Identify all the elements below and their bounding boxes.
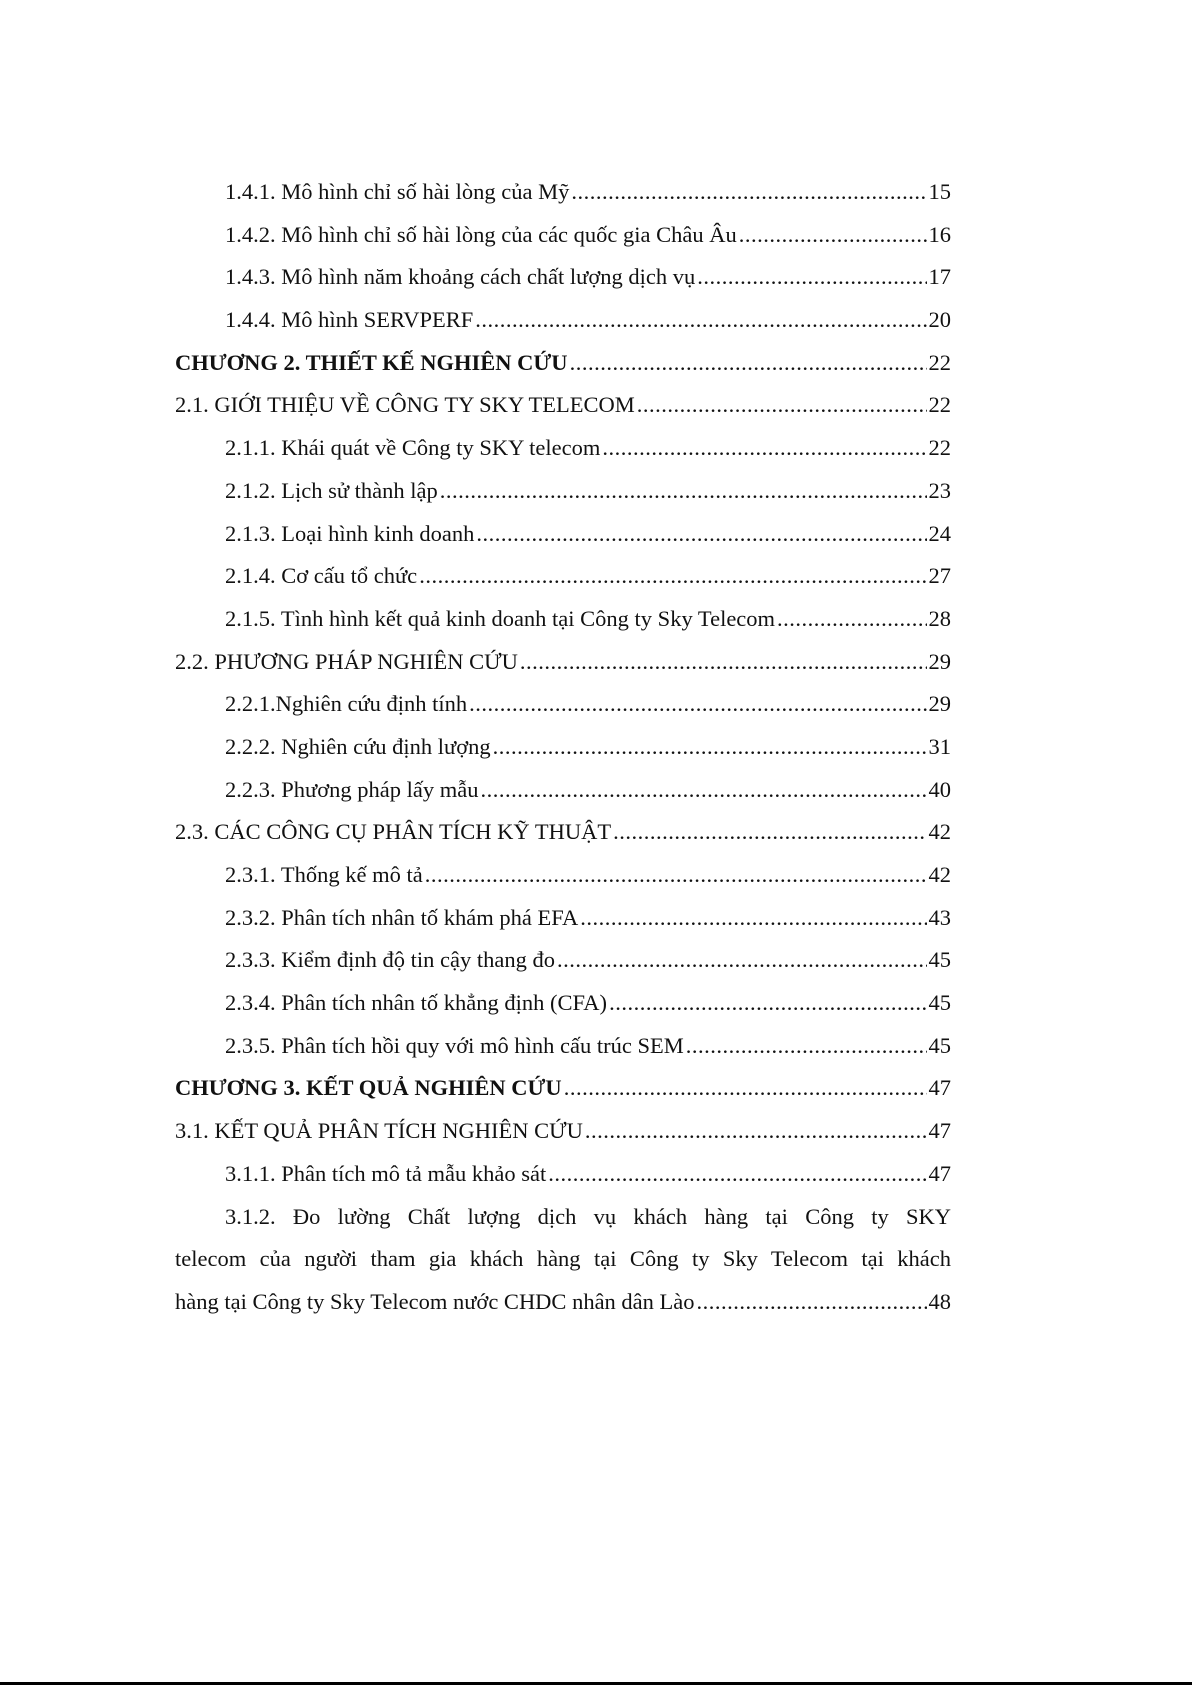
toc-dot-leader [686,1025,927,1068]
toc-subsection-entry[interactable] [175,214,951,257]
toc-entry-page-number: 16 [928,221,951,247]
toc-subsection-entry[interactable] [175,683,951,726]
toc-entry-title: 2.3.1. Thống kế mô tả [225,862,423,887]
toc-subsection-entry[interactable] [175,854,951,897]
toc-dot-leader [520,641,927,684]
toc-subsection-entry[interactable] [175,1153,951,1196]
toc-subsection-entry[interactable] [175,470,951,513]
toc-dot-leader [557,939,927,982]
toc-entry-title: 2.2. PHƯƠNG PHÁP NGHIÊN CỨU [175,648,518,674]
toc-entry-3-1-2[interactable] [175,1196,951,1324]
toc-entry-page-number: 23 [928,477,951,503]
toc-subsection-entry[interactable] [175,769,951,812]
toc-entry-title: 2.2.1.Nghiên cứu định tính [225,691,468,717]
toc-entry-page-number: 31 [928,733,951,759]
toc-subsection-entry[interactable] [175,427,951,470]
toc-subsection-entry[interactable] [175,256,951,299]
toc-dot-leader [585,1110,927,1153]
toc-entry-title: 1.4.3. Mô hình năm khoảng cách chất lượng dịch vụ [225,264,696,290]
toc-section-entry[interactable] [175,641,951,684]
toc-entry-title: 3.1. KẾT QUẢ PHÂN TÍCH NGHIÊN CỨU [175,1118,583,1144]
toc-dot-leader [548,1153,926,1196]
toc-entry-title: 3.1.1. Phân tích mô tả mẫu khảo sát [225,1160,547,1186]
toc-entry-title: 2.1. GIỚI THIỆU VỀ CÔNG TY SKY TELECOM [175,392,635,418]
toc-entry-page-number: 43 [928,904,951,930]
toc-entry-title-line-1: 3.1.2. Đo lường Chất lượng dịch vụ khách hàng tại Công ty SKY [225,1203,951,1229]
toc-dot-leader [602,427,926,470]
toc-entry-title: 2.3.5. Phân tích hồi quy với mô hình cấu trúc SEM [225,1032,684,1058]
toc-subsection-entry[interactable] [175,513,951,556]
toc-entry-title: 2.3.2. Phân tích nhân tố khám phá EFA [225,904,579,930]
toc-entry-page-number: 45 [928,947,951,973]
toc-entry-page-number: 17 [928,264,951,290]
toc-dot-leader [480,769,926,812]
toc-subsection-entry[interactable] [175,1025,951,1068]
toc-dot-leader [425,854,927,897]
toc-entry-last-line [175,1281,951,1324]
table-of-contents [175,171,951,1324]
toc-entry-page-number: 22 [928,349,951,375]
toc-entry-page-number: 28 [928,605,951,631]
toc-subsection-entry[interactable] [175,171,951,214]
toc-dot-leader [475,299,926,342]
toc-entry-title: CHƯƠNG 3. KẾT QUẢ NGHIÊN CỨU [175,1075,562,1101]
toc-dot-leader [469,683,926,726]
toc-entry-page-number: 15 [928,179,951,204]
toc-dot-leader [571,171,926,214]
toc-entry-page-number: 47 [928,1160,951,1186]
toc-entry-title: CHƯƠNG 2. THIẾT KẾ NGHIÊN CỨU [175,349,568,375]
toc-section-entry[interactable] [175,811,951,854]
toc-dot-leader [739,214,927,257]
toc-dot-leader [570,342,927,385]
toc-dot-leader [564,1067,927,1110]
toc-dot-leader [609,982,926,1025]
toc-entry-title: 2.3. CÁC CÔNG CỤ PHÂN TÍCH KỸ THUẬT [175,819,612,845]
toc-entry-title: 1.4.2. Mô hình chỉ số hài lòng của các quốc gia Châu Âu [225,221,737,247]
toc-subsection-entry[interactable] [175,299,951,342]
toc-entry-page-number: 22 [928,435,951,461]
toc-entry-title: 2.1.5. Tình hình kết quả kinh doanh tại Công ty Sky Telecom [225,605,776,631]
toc-entry-title: 2.2.3. Phương pháp lấy mẫu [225,776,479,802]
toc-chapter-entry[interactable] [175,342,951,385]
toc-subsection-entry[interactable] [175,897,951,940]
toc-entry-page-number: 45 [928,1032,951,1058]
toc-entry-title: 1.4.1. Mô hình chỉ số hài lòng của Mỹ [225,179,570,204]
toc-entry-page-number: 47 [928,1118,951,1144]
toc-entry-page-number: 42 [928,819,951,845]
toc-dot-leader [697,1281,927,1324]
toc-entry-page-number: 47 [928,1075,951,1101]
toc-subsection-entry[interactable] [175,726,951,769]
toc-section-entry[interactable] [175,1110,951,1153]
toc-entry-title-line-2: telecom của người tham gia khách hàng tại Công ty Sky Telecom tại khách [175,1246,951,1272]
toc-subsection-entry[interactable] [175,982,951,1025]
toc-subsection-entry[interactable] [175,555,951,598]
toc-dot-leader [419,555,926,598]
toc-entry-page-number: 22 [928,392,951,418]
toc-entry-page-number: 40 [928,776,951,802]
toc-subsection-entry[interactable] [175,598,951,641]
toc-entry-page-number: 24 [928,520,951,546]
toc-entry-title: 2.1.4. Cơ cấu tổ chức [225,563,418,589]
toc-entry-title-line-3: hàng tại Công ty Sky Telecom nước CHDC nhân dân Lào [175,1288,695,1314]
toc-dot-leader [580,897,926,940]
toc-entry-page-number: 45 [928,990,951,1016]
toc-entry-page-number: 20 [928,307,951,333]
toc-entry-page-number: 42 [928,862,951,887]
toc-dot-leader [637,384,927,427]
toc-dot-leader [613,811,926,854]
toc-entry-title: 2.3.4. Phân tích nhân tố khẳng định (CFA) [225,990,608,1016]
toc-list [175,171,951,1196]
toc-dot-leader [493,726,927,769]
toc-entry-title: 2.1.1. Khái quát về Công ty SKY telecom [225,435,601,461]
toc-entry-page-number: 29 [928,648,951,674]
toc-entry-page-number: 48 [928,1288,951,1314]
toc-dot-leader [476,513,926,556]
toc-dot-leader [697,256,926,299]
toc-entry-title: 2.1.3. Loại hình kinh doanh [225,520,475,546]
toc-entry-title: 2.3.3. Kiểm định độ tin cậy thang đo [225,947,555,973]
toc-entry-page-number: 29 [928,691,951,717]
toc-dot-leader [440,470,927,513]
toc-entry-title: 1.4.4. Mô hình SERVPERF [225,307,474,333]
toc-entry-title: 2.2.2. Nghiên cứu định lượng [225,733,491,759]
toc-section-entry[interactable] [175,384,951,427]
toc-dot-leader [777,598,926,641]
toc-subsection-entry[interactable] [175,939,951,982]
toc-entry-title: 2.1.2. Lịch sử thành lập [225,477,438,503]
toc-chapter-entry[interactable] [175,1067,951,1110]
toc-entry-page-number: 27 [928,563,951,589]
